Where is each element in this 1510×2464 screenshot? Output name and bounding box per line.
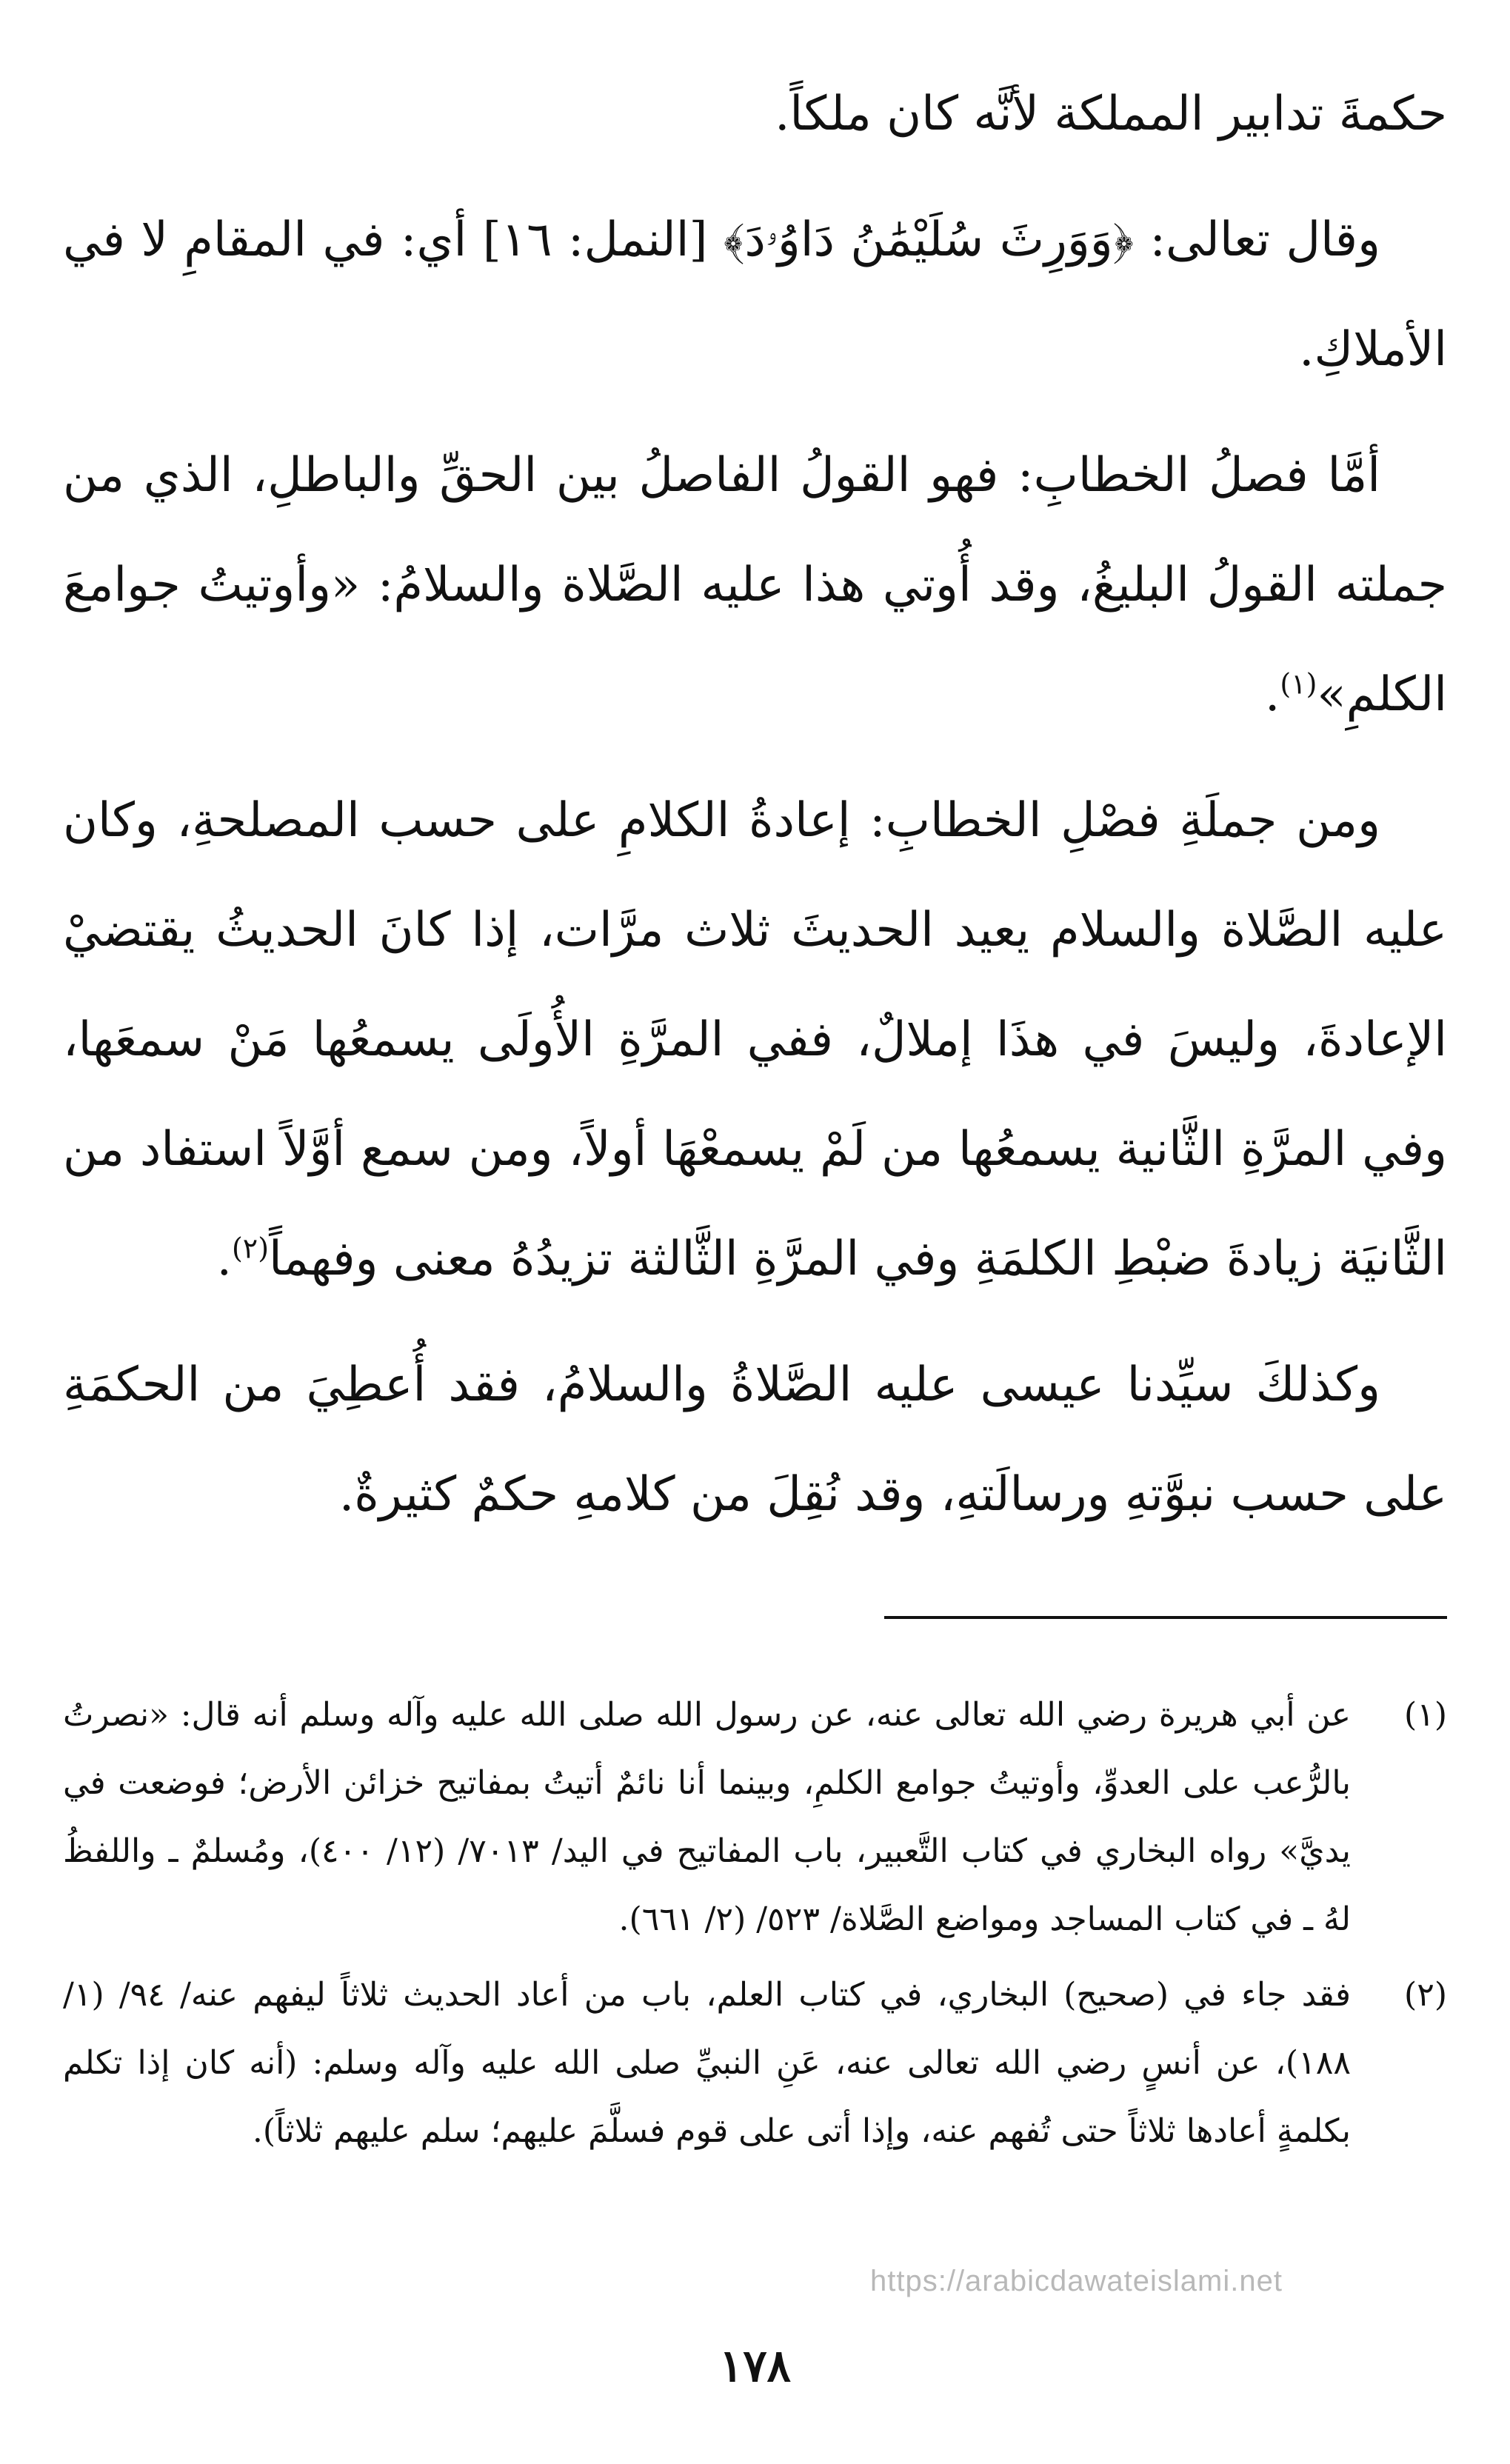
paragraph-1-text: حكمةَ تدابير المملكة لأنَّه كان ملكاً. <box>775 87 1447 141</box>
footnote-number: (١) <box>1404 1696 1447 1734</box>
footnote-2 <box>63 1961 1447 2166</box>
footnote-divider <box>884 1616 1447 1619</box>
paragraph-4-end: . <box>216 1232 232 1286</box>
paragraph-4 <box>63 766 1447 1314</box>
paragraph-4-text: ومن جملَةِ فصْلِ الخطابِ: إعادةُ الكلامِ على حسب المصلحةِ، وكان عليه الصَّلاة والسلام يعيد الحديثَ ثلاث مرَّات، إذا كانَ الحديثُ يقتضيْ الإعادةَ، وليسَ في هذَا إملالٌ، ففي المرَّةِ الأُولَى يسمعُها مَنْ سمعَها، وفي المرَّةِ الثَّانية يسمعُها من لَمْ يسمعْهَا أولاً، ومن سمع أوَّلاً استفاد من الثَّانيَة زيادةَ ضبْطِ الكلمَةِ وفي المرَّةِ الثَّالثة تزيدُهُ معنى وفهماً <box>63 793 1448 1286</box>
paragraph-3 <box>63 421 1447 749</box>
footnote-text: فقد جاء في (صحيح) البخاري، في كتاب العلم، باب من أعاد الحديث ثلاثاً ليفهم عنه/ ٩٤/ (١/ ١٨٨)، عن أنسٍ رضي الله تعالى عنه، عَنِ النبيِّ صلى الله عليه وآله وسلم: (أنه كان إذا تكلم بكلمةٍ أعادها ثلاثاً حتى تُفهم عنه، وإذا أتى على قوم فسلَّمَ عليهم؛ سلم عليهم ثلاثاً). <box>63 1976 1351 2150</box>
footnote-marker-1: (١) <box>1280 667 1317 701</box>
footnote-1 <box>63 1681 1447 1954</box>
footnotes <box>63 1681 1447 2173</box>
paragraph-1 <box>63 59 1447 169</box>
footnote-marker-2: (٢) <box>231 1232 270 1265</box>
page-number: ١٧٨ <box>719 2340 791 2392</box>
paragraph-5-text: وكذلكَ سيِّدنا عيسى عليه الصَّلاةُ والسلامُ، فقد أُعطِيَ من الحكمَةِ على حسب نبوَّتهِ ورسالَتهِ، وقد نُقِلَ من كلامهِ حكمٌ كثيرةٌ. <box>63 1358 1447 1522</box>
footnote-number: (٢) <box>1404 1976 1447 2014</box>
paragraph-2-text: وقال تعالى: ﴿وَوَرِثَ سُلَيْمَٰنُ دَاوُۥدَ﴾ [النمل: ١٦] أي: في المقامِ لا في الأملاكِ. <box>63 213 1447 377</box>
watermark: https://arabicdawateislami.net <box>870 2265 1283 2297</box>
paragraph-5 <box>63 1330 1447 1549</box>
paragraph-3-end: . <box>1265 667 1280 722</box>
main-text <box>63 59 1447 1566</box>
paragraph-3-text: أمَّا فصلُ الخطابِ: فهو القولُ الفاصلُ بين الحقِّ والباطلِ، الذي من جملته القولُ البليغُ، وقد أُوتي هذا عليه الصَّلاة والسلامُ: «وأوتيتُ جوامعَ الكلمِ» <box>63 448 1448 722</box>
footnote-text: عن أبي هريرة رضي الله تعالى عنه، عن رسول الله صلى الله عليه وآله وسلم أنه قال: «نصرتُ بالرُّعب على العدوِّ، وأوتيتُ جوامع الكلمِ، وبينما أنا نائمٌ أتيتُ بمفاتيح خزائن الأرض؛ فوضعت في يديَّ» رواه البخاري في كتاب التَّعبير، باب المفاتيح في اليد/ ٧٠١٣/ (١٢/ ٤٠٠)، ومُسلمٌ ـ واللفظُ لهُ ـ في كتاب المساجد ومواضع الصَّلاة/ ٥٢٣/ (٢/ ٦٦١). <box>63 1696 1352 1938</box>
paragraph-2 <box>63 185 1447 404</box>
